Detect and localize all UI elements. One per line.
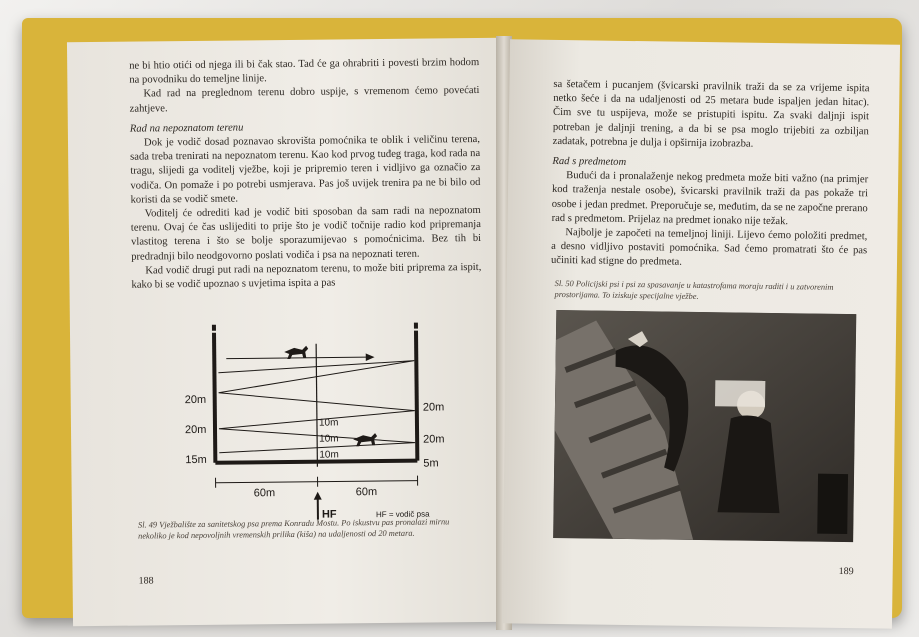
left-paragraph-3: Dok je vodič dosad poznavao skrovišta pomoćnika te oblik i veličinu terena, sada treba trenirati na nepoznatom terenu. Kao kod prvog tuđeg traga, kod rada na tragu, slijedi ga voditelj vježbe, koji je pripremio teren i vidljivo ga označio za vodiča. On pomaže i po potrebi usmjerava. Pas još uvijek trenira pa ne bi bilo od koristi da se vodič smete. — [130, 133, 481, 206]
dog-icon — [353, 433, 377, 446]
left-paragraph-4: Voditelj će odrediti kad je vodič biti sposoban da sam radi na nepoznatom terenu. Ovaj će čas uslijediti to prije što je vodič točnije radio kod pripremanja vlastitog terena i što se bolje sporazumijevao s pomoćnicima. Bez tih bi predradnji bilo neodgovorno poslati vodiča i psa na nepoznati teren. — [130, 205, 482, 263]
bottom-left-distance: 60m — [253, 487, 276, 500]
left-page — [67, 38, 508, 627]
bottom-right-distance: 60m — [355, 486, 378, 499]
right-page — [502, 39, 900, 628]
page-number-right: 189 — [838, 565, 854, 578]
right-paragraph-3: Najbolje je započeti na temeljnoj liniji. Lijevo ćemo položiti predmet, a desno vidljivo postaviti pomoćnika. Sad ćemo promatrati što će pas učiniti kad stigne do predmeta. — [550, 227, 868, 269]
left-paragraph-1: ne bi htio otići od njega ili bi čak stao. Tad će ga ohrabriti i povesti brzim hodom na povodniku do temeljne linije. — [129, 56, 480, 86]
dog-icon — [284, 346, 308, 359]
left-distance-label: 15m — [185, 453, 207, 467]
hf-label: HF — [321, 508, 337, 521]
right-section-heading: Rad s predmetom — [552, 155, 627, 168]
figure-49-caption: Sl. 49 Vježbalište za sanitetskog psa prema Konradu Mostu. Po iskustvu pas pronalazi mirnu nekoliko je kod nepovoljnih vremenskih prilika (kiša) na udaljenosti od 20 metara. — [137, 517, 450, 541]
diagram-legend: HF = vodič psa — [375, 509, 430, 520]
left-distance-label: 20m — [184, 423, 207, 437]
right-paragraph-2: Budući da i pronalaženje nekog predmeta može biti važno (na primjer kod traženja nestale osobe), švicarski pravilnik traži da pas pokaže tri osobe i jedan predmet. Preporučuje se, međutim, da se ne započne prerano rad s predmetom. Prijelaz na predmet ionako nije težak. — [551, 170, 869, 228]
hf-arrow-icon — [314, 492, 322, 500]
center-distance-label: 10m — [319, 449, 339, 461]
left-paragraph-5: Kad vodič drugi put radi na nepoznatom terenu, to može biti priprema za ispit, kako bi se vodič upoznao s uvjetima ispita a pas — [131, 261, 482, 291]
right-distance-label: 20m — [422, 401, 445, 414]
right-distance-label: 5m — [423, 457, 439, 470]
left-paragraph-2: Kad rad na preglednom terenu dobro uspije, s vremenom ćemo povećati zahtjeve. — [129, 85, 480, 115]
page-number-left: 188 — [138, 575, 154, 587]
photo-dog-and-officer — [553, 310, 856, 542]
left-section-heading: Rad na nepoznatom terenu — [129, 122, 244, 135]
training-field-diagram — [166, 320, 460, 523]
center-distance-label: 10m — [318, 417, 339, 429]
right-distance-label: 20m — [423, 433, 445, 446]
left-page-body — [129, 56, 481, 293]
figure-50-caption: Sl. 50 Policijski psi i psi za spasavanje u katastrofama moraju raditi i u zatvorenim prostorijama. To iziskuje specijalne vježbe. — [554, 278, 834, 301]
right-paragraph-1: sa šetačem i pucanjem (švicarski pravilnik traži da se za vrijeme ispita netko šeće i da na udaljenosti od 25 metara bude ispaljen jedan hitac). Čim sve tu uspijeva, može se pristupiti ispitu. Za svaki daljnji ispit potreban je daljnji trening, a da bi se psa moglo trijebiti za ozbiljan zadatak, potrebna je dulja i opširnija izobrazba. — [552, 78, 870, 150]
right-page-body — [551, 78, 870, 273]
left-distance-label: 20m — [184, 393, 207, 407]
open-book — [22, 18, 902, 618]
center-distance-label: 10m — [319, 433, 339, 445]
